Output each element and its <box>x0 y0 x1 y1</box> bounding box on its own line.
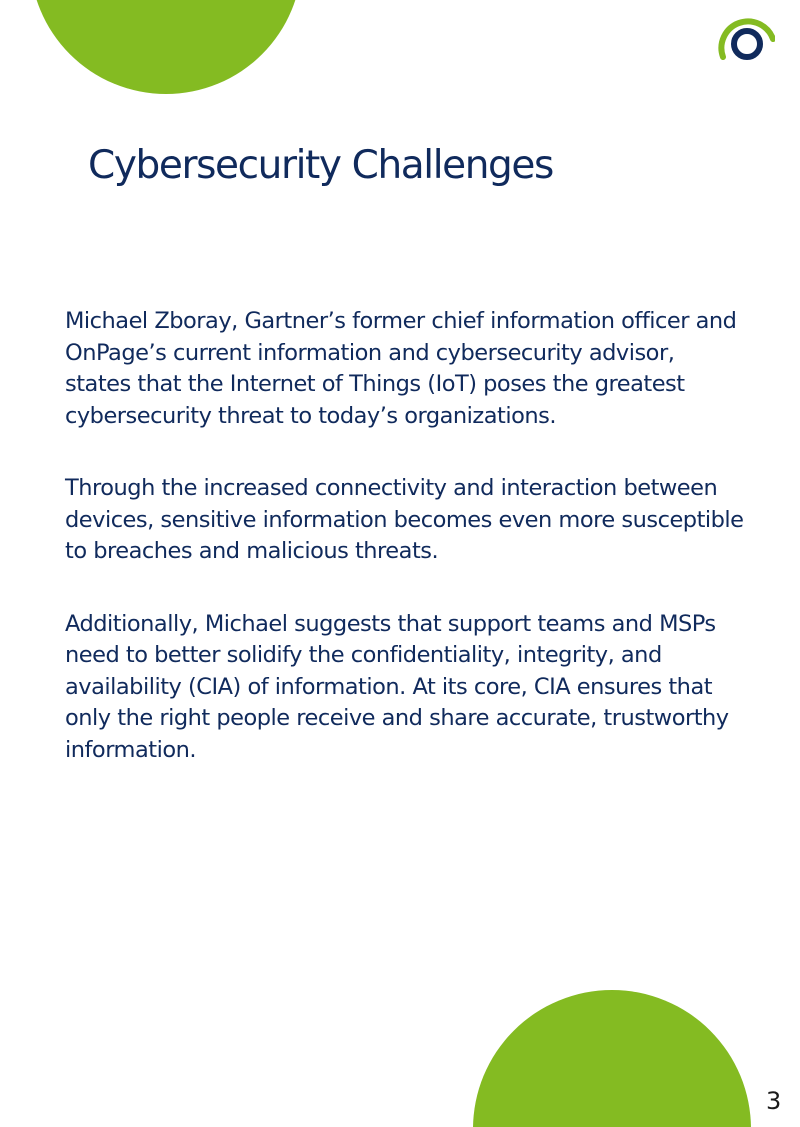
body-text <box>65 306 745 766</box>
paragraph-iot-threat: Michael Zboray, Gartner’s former chief information officer and OnPage’s current information and cybersecurity advisor, states that the Internet of Things (IoT) poses the greatest cybersecurity threat to today’s organizations. <box>65 308 737 429</box>
paragraph-cia: Additionally, Michael suggests that support teams and MSPs need to better solidify the confidentiality, integrity, and availability (CIA) of information. At its core, CIA ensures that only the right people receive and share accurate, trustworthy information. <box>65 610 729 763</box>
decorative-circle-bottom <box>473 990 751 1127</box>
decorative-circle-top <box>30 0 302 94</box>
page-number: 3 <box>766 1087 782 1115</box>
paragraph-connectivity: Through the increased connectivity and interaction between devices, sensitive information becomes even more susceptible to breaches and malicious threats. <box>65 475 744 564</box>
page-title: Cybersecurity Challenges <box>88 143 553 188</box>
ring-logo-icon <box>717 17 775 69</box>
